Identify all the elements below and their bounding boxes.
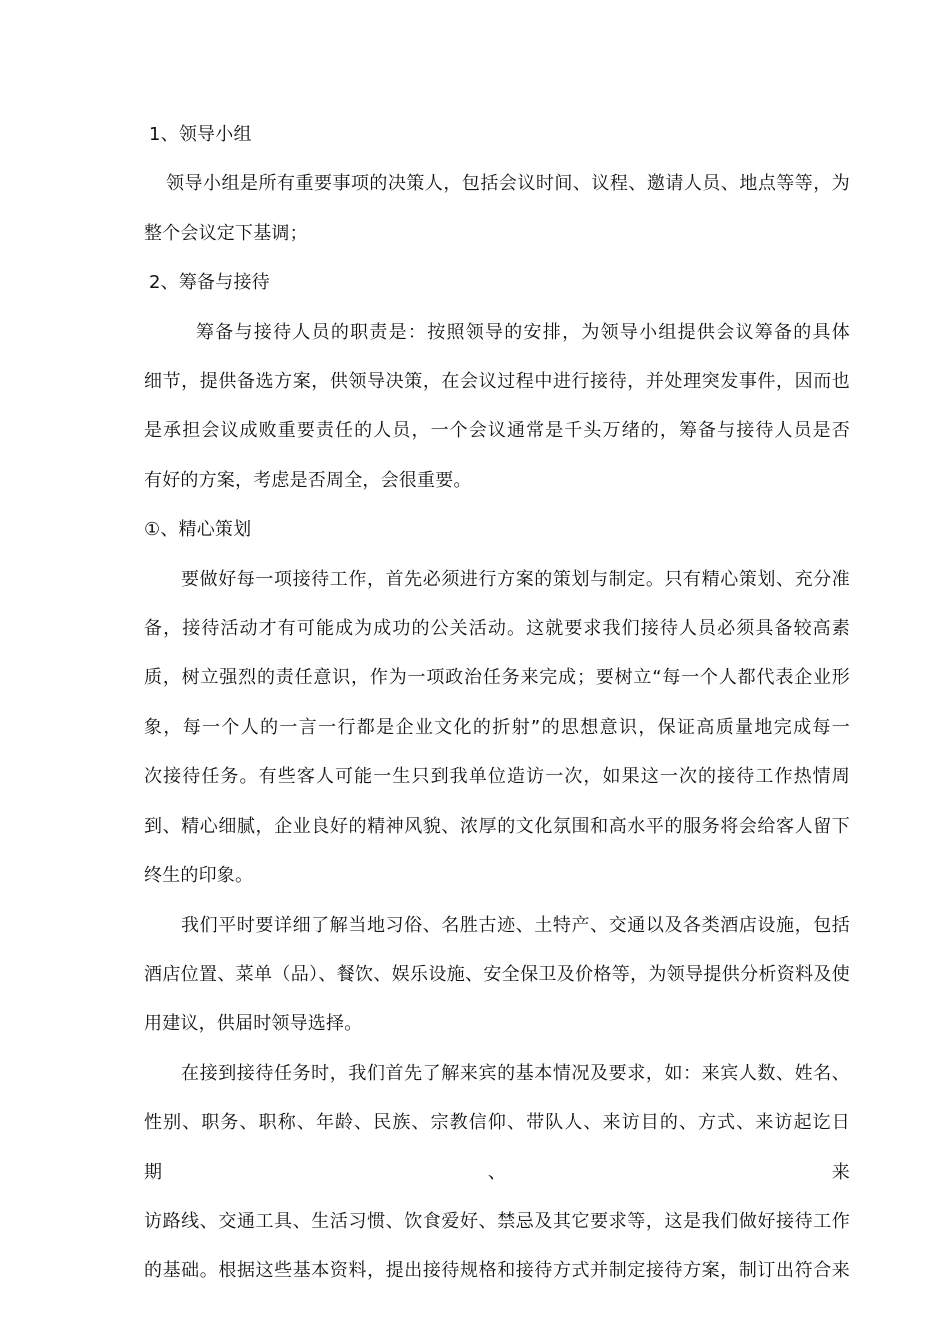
paragraph-line: 用建议，供届时领导选择。 xyxy=(144,1013,363,1035)
paragraph-line: 领导小组是所有重要事项的决策人，包括会议时间、议程、邀请人员、地点等等，为 xyxy=(166,173,850,195)
heading-leadership-group: 1、领导小组 xyxy=(149,124,252,145)
paragraph-line: 次接待任务。有些客人可能一生只到我单位造访一次，如果这一次的接待工作热情周 xyxy=(144,766,850,788)
subheading-careful-planning: ①、精心策划 xyxy=(144,519,252,541)
heading-preparation-reception: 2、筹备与接待 xyxy=(149,272,270,294)
paragraph-line: 筹备与接待人员的职责是：按照领导的安排，为领导小组提供会议筹备的具体 xyxy=(196,321,850,343)
paragraph-line: 酒店位置、菜单（品）、餐饮、娱乐设施、安全保卫及价格等，为领导提供分析资料及使 xyxy=(144,963,850,985)
paragraph-line: 有好的方案，考虑是否周全，会很重要。 xyxy=(144,469,472,491)
paragraph-line: 要做好每一项接待工作，首先必须进行方案的策划与制定。只有精心策划、充分准 xyxy=(181,568,850,590)
paragraph-line: 质，树立强烈的责任意识，作为一项政治任务来完成；要树立“每一个人都代表企业形 xyxy=(144,667,850,689)
paragraph-line: 到、精心细腻，企业良好的精神风貌、浓厚的文化氛围和高水平的服务将会给客人留下 xyxy=(144,815,850,837)
paragraph-line: 终生的印象。 xyxy=(144,865,254,887)
paragraph-line: 我们平时要详细了解当地习俗、名胜古迹、土特产、交通以及各类酒店设施，包括 xyxy=(181,914,850,936)
paragraph-line: 的基础。根据这些基本资料，提出接待规格和接待方式并制定接待方案，制订出符合来 xyxy=(144,1260,850,1282)
paragraph-line: 细节，提供备选方案，供领导决策，在会议过程中进行接待，并处理突发事件，因而也 xyxy=(144,371,850,393)
paragraph-line: 性别、职务、职称、年龄、民族、宗教信仰、带队人、来访目的、方式、来访起讫日期、来 xyxy=(144,1112,850,1183)
paragraph-line: 在接到接待任务时，我们首先了解来宾的基本情况及要求，如：来宾人数、姓名、 xyxy=(181,1062,850,1084)
paragraph-line: 备，接待活动才有可能成为成功的公关活动。这就要求我们接待人员必须具备较高素 xyxy=(144,618,850,640)
paragraph-line: 整个会议定下基调； xyxy=(144,222,308,244)
document-body xyxy=(144,110,850,1296)
paragraph-line: 象，每一个人的一言一行都是企业文化的折射”的思想意识，保证高质量地完成每一 xyxy=(144,716,850,738)
paragraph-line: 是承担会议成败重要责任的人员，一个会议通常是千头万绪的，筹备与接待人员是否 xyxy=(144,420,850,442)
paragraph-line: 访路线、交通工具、生活习惯、饮食爱好、禁忌及其它要求等，这是我们做好接待工作 xyxy=(144,1210,850,1232)
